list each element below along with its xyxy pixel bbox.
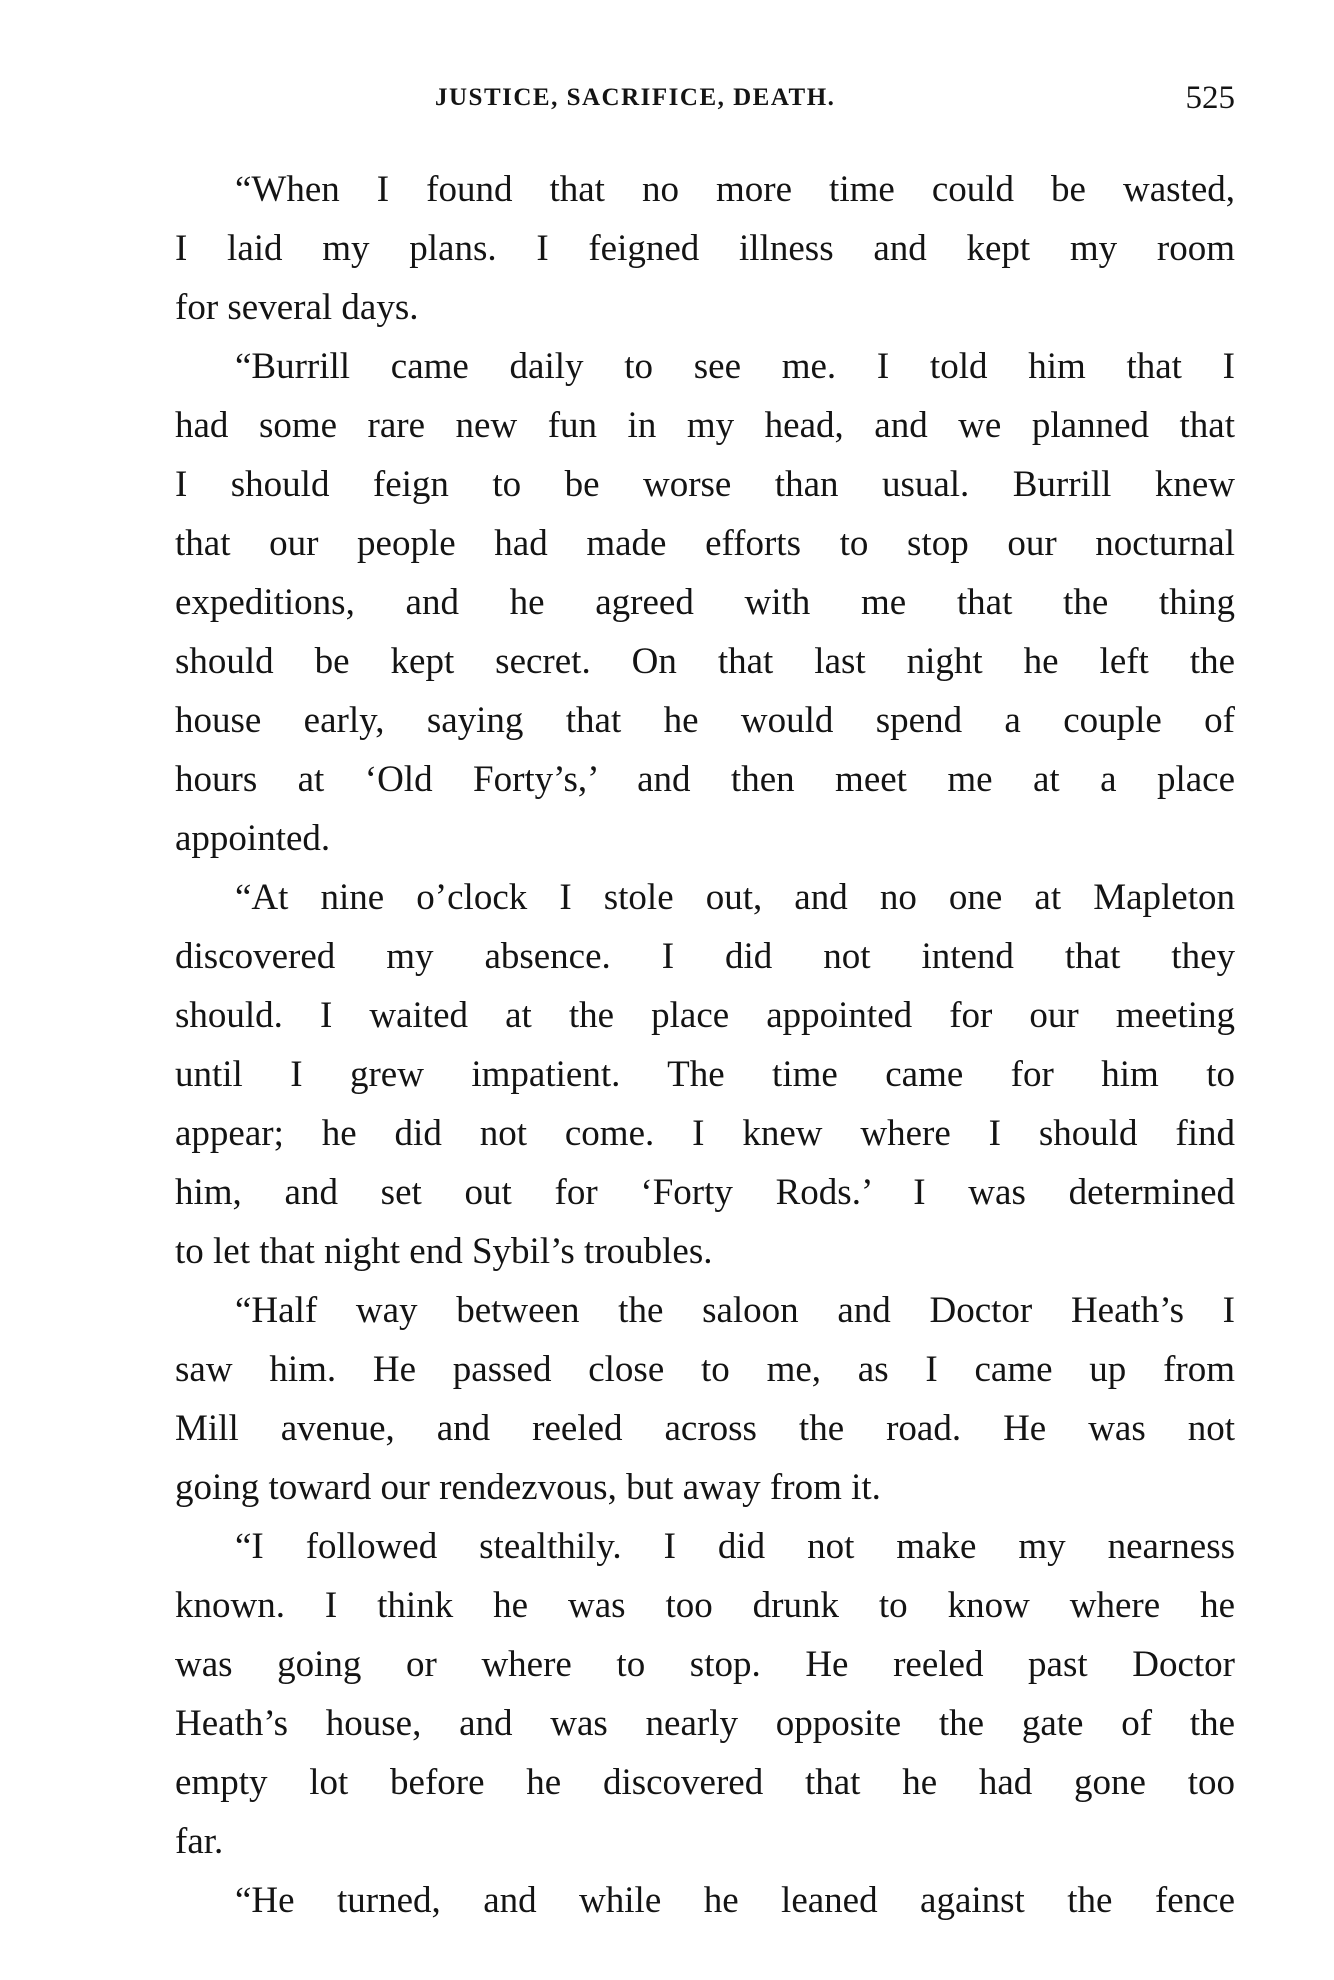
body-text xyxy=(175,160,1235,1930)
text-line: saw him. He passed close to me, as I came up from xyxy=(175,1349,1235,1390)
text-line: appointed. xyxy=(175,818,331,859)
text-line: until I grew impatient. The time came for him to xyxy=(175,1054,1235,1095)
text-line: should. I waited at the place appointed for our meeting xyxy=(175,995,1235,1036)
running-title: JUSTICE, SACRIFICE, DEATH. xyxy=(435,84,836,111)
text-line: “I followed stealthily. I did not make my nearness xyxy=(235,1526,1235,1567)
text-line: Heath’s house, and was nearly opposite the gate of the xyxy=(175,1703,1235,1744)
text-line: that our people had made efforts to stop our nocturnal xyxy=(175,523,1235,564)
text-line: should be kept secret. On that last night he left the xyxy=(175,641,1235,682)
text-line: was going or where to stop. He reeled past Doctor xyxy=(175,1644,1235,1685)
text-line: appear; he did not come. I knew where I should find xyxy=(175,1113,1235,1154)
text-line: him, and set out for ‘Forty Rods.’ I was determined xyxy=(175,1172,1235,1213)
text-line: empty lot before he discovered that he had gone too xyxy=(175,1762,1235,1803)
text-line: “Burrill came daily to see me. I told him that I xyxy=(235,346,1235,387)
text-line: hours at ‘Old Forty’s,’ and then meet me at a place xyxy=(175,759,1235,800)
text-line: “Half way between the saloon and Doctor Heath’s I xyxy=(235,1290,1235,1331)
text-line: to let that night end Sybil’s troubles. xyxy=(175,1231,713,1272)
page-number: 525 xyxy=(1185,80,1235,116)
text-line: I laid my plans. I feigned illness and kept my room xyxy=(175,228,1235,269)
text-line: discovered my absence. I did not intend that they xyxy=(175,936,1235,977)
text-line: had some rare new fun in my head, and we planned that xyxy=(175,405,1235,446)
text-line: far. xyxy=(175,1821,224,1862)
text-line: I should feign to be worse than usual. Burrill knew xyxy=(175,464,1235,505)
text-line: for several days. xyxy=(175,287,419,328)
text-line: “At nine o’clock I stole out, and no one at Mapleton xyxy=(235,877,1235,918)
text-line: “He turned, and while he leaned against the fence xyxy=(235,1880,1235,1921)
text-line: Mill avenue, and reeled across the road. He was not xyxy=(175,1408,1235,1449)
running-head xyxy=(175,78,1235,122)
text-line: house early, saying that he would spend a couple of xyxy=(175,700,1235,741)
text-line: expeditions, and he agreed with me that the thing xyxy=(175,582,1235,623)
text-line: known. I think he was too drunk to know where he xyxy=(175,1585,1235,1626)
text-line: going toward our rendezvous, but away from it. xyxy=(175,1467,881,1508)
text-line: “When I found that no more time could be wasted, xyxy=(235,169,1235,210)
